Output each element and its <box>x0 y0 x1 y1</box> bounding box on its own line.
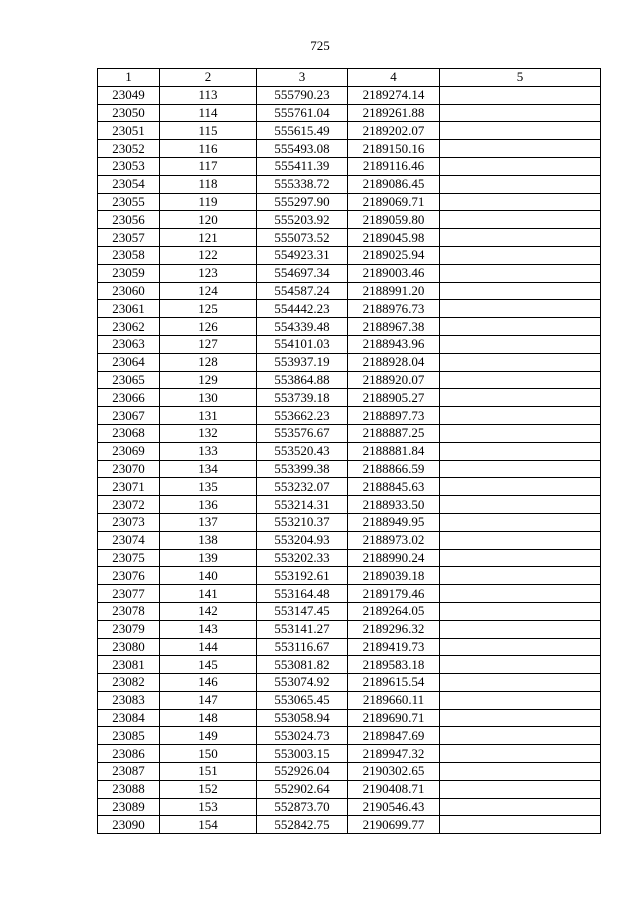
note-cell <box>440 157 601 175</box>
y-coordinate-cell: 2188920.07 <box>348 371 440 389</box>
table-row <box>98 264 601 282</box>
note-cell <box>440 371 601 389</box>
note-cell <box>440 282 601 300</box>
vertex-number-cell: 150 <box>160 745 257 763</box>
x-coordinate-cell: 553232.07 <box>257 478 348 496</box>
table-row <box>98 442 601 460</box>
vertex-number-cell: 130 <box>160 389 257 407</box>
x-coordinate-cell: 554101.03 <box>257 335 348 353</box>
y-coordinate-cell: 2188905.27 <box>348 389 440 407</box>
note-cell <box>440 549 601 567</box>
table-row <box>98 353 601 371</box>
y-coordinate-cell: 2189025.94 <box>348 246 440 264</box>
vertex-number-cell: 142 <box>160 602 257 620</box>
x-coordinate-cell: 554442.23 <box>257 300 348 318</box>
vertex-number-cell: 120 <box>160 211 257 229</box>
vertex-number-cell: 114 <box>160 104 257 122</box>
table-row <box>98 709 601 727</box>
table-row <box>98 389 601 407</box>
point-id-cell: 23056 <box>98 211 160 229</box>
vertex-number-cell: 121 <box>160 229 257 247</box>
vertex-number-cell: 132 <box>160 424 257 442</box>
x-coordinate-cell: 553116.67 <box>257 638 348 656</box>
table-row <box>98 567 601 585</box>
note-cell <box>440 798 601 816</box>
y-coordinate-cell: 2189039.18 <box>348 567 440 585</box>
table-row <box>98 638 601 656</box>
table-row <box>98 140 601 158</box>
point-id-cell: 23054 <box>98 175 160 193</box>
vertex-number-cell: 128 <box>160 353 257 371</box>
vertex-number-cell: 118 <box>160 175 257 193</box>
table-row <box>98 798 601 816</box>
vertex-number-cell: 146 <box>160 674 257 692</box>
note-cell <box>440 620 601 638</box>
y-coordinate-cell: 2189003.46 <box>348 264 440 282</box>
x-coordinate-cell: 553003.15 <box>257 745 348 763</box>
note-cell <box>440 264 601 282</box>
note-cell <box>440 567 601 585</box>
vertex-number-cell: 149 <box>160 727 257 745</box>
table-row <box>98 86 601 104</box>
table-row <box>98 335 601 353</box>
y-coordinate-cell: 2190699.77 <box>348 816 440 834</box>
table-row <box>98 193 601 211</box>
y-coordinate-cell: 2189202.07 <box>348 122 440 140</box>
x-coordinate-cell: 553214.31 <box>257 496 348 514</box>
y-coordinate-cell: 2188881.84 <box>348 442 440 460</box>
table-row <box>98 460 601 478</box>
y-coordinate-cell: 2189045.98 <box>348 229 440 247</box>
note-cell <box>440 691 601 709</box>
y-coordinate-cell: 2190408.71 <box>348 780 440 798</box>
x-coordinate-cell: 555761.04 <box>257 104 348 122</box>
y-coordinate-cell: 2188943.96 <box>348 335 440 353</box>
vertex-number-cell: 113 <box>160 86 257 104</box>
x-coordinate-cell: 553202.33 <box>257 549 348 567</box>
x-coordinate-cell: 553024.73 <box>257 727 348 745</box>
vertex-number-cell: 135 <box>160 478 257 496</box>
table-row <box>98 229 601 247</box>
point-id-cell: 23077 <box>98 585 160 603</box>
table-header <box>98 69 601 87</box>
point-id-cell: 23072 <box>98 496 160 514</box>
coordinates-table <box>97 68 601 834</box>
y-coordinate-cell: 2188845.63 <box>348 478 440 496</box>
note-cell <box>440 513 601 531</box>
y-coordinate-cell: 2188887.25 <box>348 424 440 442</box>
y-coordinate-cell: 2188928.04 <box>348 353 440 371</box>
vertex-number-cell: 116 <box>160 140 257 158</box>
note-cell <box>440 585 601 603</box>
x-coordinate-cell: 553739.18 <box>257 389 348 407</box>
x-coordinate-cell: 555338.72 <box>257 175 348 193</box>
vertex-number-cell: 122 <box>160 246 257 264</box>
note-cell <box>440 478 601 496</box>
x-coordinate-cell: 552902.64 <box>257 780 348 798</box>
y-coordinate-cell: 2189690.71 <box>348 709 440 727</box>
y-coordinate-cell: 2189261.88 <box>348 104 440 122</box>
note-cell <box>440 246 601 264</box>
point-id-cell: 23081 <box>98 656 160 674</box>
point-id-cell: 23086 <box>98 745 160 763</box>
table-row <box>98 318 601 336</box>
table-row <box>98 763 601 781</box>
point-id-cell: 23065 <box>98 371 160 389</box>
note-cell <box>440 104 601 122</box>
x-coordinate-cell: 554339.48 <box>257 318 348 336</box>
table-row <box>98 246 601 264</box>
note-cell <box>440 442 601 460</box>
note-cell <box>440 496 601 514</box>
note-cell <box>440 638 601 656</box>
y-coordinate-cell: 2189274.14 <box>348 86 440 104</box>
table-row <box>98 371 601 389</box>
note-cell <box>440 531 601 549</box>
point-id-cell: 23062 <box>98 318 160 336</box>
vertex-number-cell: 131 <box>160 407 257 425</box>
table-row <box>98 407 601 425</box>
note-cell <box>440 389 601 407</box>
vertex-number-cell: 151 <box>160 763 257 781</box>
table-row <box>98 549 601 567</box>
note-cell <box>440 229 601 247</box>
point-id-cell: 23068 <box>98 424 160 442</box>
table-row <box>98 478 601 496</box>
y-coordinate-cell: 2189419.73 <box>348 638 440 656</box>
point-id-cell: 23089 <box>98 798 160 816</box>
x-coordinate-cell: 553864.88 <box>257 371 348 389</box>
vertex-number-cell: 136 <box>160 496 257 514</box>
vertex-number-cell: 125 <box>160 300 257 318</box>
table-row <box>98 104 601 122</box>
table-row <box>98 585 601 603</box>
vertex-number-cell: 138 <box>160 531 257 549</box>
vertex-number-cell: 124 <box>160 282 257 300</box>
note-cell <box>440 122 601 140</box>
point-id-cell: 23074 <box>98 531 160 549</box>
y-coordinate-cell: 2188866.59 <box>348 460 440 478</box>
page-number: 725 <box>310 38 330 53</box>
point-id-cell: 23082 <box>98 674 160 692</box>
x-coordinate-cell: 553058.94 <box>257 709 348 727</box>
column-header: 4 <box>348 69 440 87</box>
vertex-number-cell: 126 <box>160 318 257 336</box>
vertex-number-cell: 117 <box>160 157 257 175</box>
y-coordinate-cell: 2189947.32 <box>348 745 440 763</box>
table-row <box>98 727 601 745</box>
vertex-number-cell: 144 <box>160 638 257 656</box>
vertex-number-cell: 152 <box>160 780 257 798</box>
x-coordinate-cell: 553204.93 <box>257 531 348 549</box>
point-id-cell: 23050 <box>98 104 160 122</box>
note-cell <box>440 727 601 745</box>
x-coordinate-cell: 554587.24 <box>257 282 348 300</box>
y-coordinate-cell: 2189847.69 <box>348 727 440 745</box>
point-id-cell: 23085 <box>98 727 160 745</box>
vertex-number-cell: 119 <box>160 193 257 211</box>
vertex-number-cell: 127 <box>160 335 257 353</box>
table-row <box>98 282 601 300</box>
x-coordinate-cell: 553164.48 <box>257 585 348 603</box>
table-row <box>98 745 601 763</box>
x-coordinate-cell: 553576.67 <box>257 424 348 442</box>
x-coordinate-cell: 553074.92 <box>257 674 348 692</box>
point-id-cell: 23052 <box>98 140 160 158</box>
column-header: 1 <box>98 69 160 87</box>
note-cell <box>440 86 601 104</box>
note-cell <box>440 140 601 158</box>
x-coordinate-cell: 554923.31 <box>257 246 348 264</box>
header-row <box>98 69 601 87</box>
x-coordinate-cell: 555615.49 <box>257 122 348 140</box>
table-row <box>98 674 601 692</box>
vertex-number-cell: 145 <box>160 656 257 674</box>
point-id-cell: 23055 <box>98 193 160 211</box>
vertex-number-cell: 147 <box>160 691 257 709</box>
y-coordinate-cell: 2188990.24 <box>348 549 440 567</box>
vertex-number-cell: 154 <box>160 816 257 834</box>
point-id-cell: 23088 <box>98 780 160 798</box>
table-row <box>98 157 601 175</box>
note-cell <box>440 602 601 620</box>
note-cell <box>440 193 601 211</box>
table-row <box>98 424 601 442</box>
table-row <box>98 211 601 229</box>
point-id-cell: 23079 <box>98 620 160 638</box>
vertex-number-cell: 141 <box>160 585 257 603</box>
point-id-cell: 23063 <box>98 335 160 353</box>
vertex-number-cell: 134 <box>160 460 257 478</box>
vertex-number-cell: 143 <box>160 620 257 638</box>
note-cell <box>440 763 601 781</box>
point-id-cell: 23051 <box>98 122 160 140</box>
y-coordinate-cell: 2189069.71 <box>348 193 440 211</box>
note-cell <box>440 424 601 442</box>
x-coordinate-cell: 555203.92 <box>257 211 348 229</box>
table-row <box>98 602 601 620</box>
vertex-number-cell: 140 <box>160 567 257 585</box>
point-id-cell: 23049 <box>98 86 160 104</box>
point-id-cell: 23078 <box>98 602 160 620</box>
vertex-number-cell: 153 <box>160 798 257 816</box>
point-id-cell: 23061 <box>98 300 160 318</box>
table-row <box>98 620 601 638</box>
note-cell <box>440 460 601 478</box>
note-cell <box>440 745 601 763</box>
x-coordinate-cell: 555493.08 <box>257 140 348 158</box>
table-row <box>98 513 601 531</box>
x-coordinate-cell: 553081.82 <box>257 656 348 674</box>
note-cell <box>440 709 601 727</box>
x-coordinate-cell: 553141.27 <box>257 620 348 638</box>
x-coordinate-cell: 553210.37 <box>257 513 348 531</box>
x-coordinate-cell: 552873.70 <box>257 798 348 816</box>
point-id-cell: 23053 <box>98 157 160 175</box>
point-id-cell: 23073 <box>98 513 160 531</box>
y-coordinate-cell: 2188897.73 <box>348 407 440 425</box>
y-coordinate-cell: 2189583.18 <box>348 656 440 674</box>
y-coordinate-cell: 2189264.05 <box>348 602 440 620</box>
y-coordinate-cell: 2189660.11 <box>348 691 440 709</box>
table-row <box>98 175 601 193</box>
note-cell <box>440 656 601 674</box>
note-cell <box>440 674 601 692</box>
note-cell <box>440 318 601 336</box>
y-coordinate-cell: 2188967.38 <box>348 318 440 336</box>
y-coordinate-cell: 2190546.43 <box>348 798 440 816</box>
vertex-number-cell: 129 <box>160 371 257 389</box>
y-coordinate-cell: 2189179.46 <box>348 585 440 603</box>
note-cell <box>440 816 601 834</box>
point-id-cell: 23080 <box>98 638 160 656</box>
point-id-cell: 23090 <box>98 816 160 834</box>
x-coordinate-cell: 555790.23 <box>257 86 348 104</box>
vertex-number-cell: 115 <box>160 122 257 140</box>
table-row <box>98 496 601 514</box>
column-header: 3 <box>257 69 348 87</box>
x-coordinate-cell: 555411.39 <box>257 157 348 175</box>
note-cell <box>440 780 601 798</box>
x-coordinate-cell: 553147.45 <box>257 602 348 620</box>
x-coordinate-cell: 552842.75 <box>257 816 348 834</box>
point-id-cell: 23069 <box>98 442 160 460</box>
x-coordinate-cell: 552926.04 <box>257 763 348 781</box>
y-coordinate-cell: 2189116.46 <box>348 157 440 175</box>
point-id-cell: 23057 <box>98 229 160 247</box>
point-id-cell: 23087 <box>98 763 160 781</box>
vertex-number-cell: 139 <box>160 549 257 567</box>
y-coordinate-cell: 2189296.32 <box>348 620 440 638</box>
x-coordinate-cell: 555297.90 <box>257 193 348 211</box>
x-coordinate-cell: 553192.61 <box>257 567 348 585</box>
point-id-cell: 23060 <box>98 282 160 300</box>
table-row <box>98 691 601 709</box>
note-cell <box>440 407 601 425</box>
y-coordinate-cell: 2188976.73 <box>348 300 440 318</box>
x-coordinate-cell: 553520.43 <box>257 442 348 460</box>
point-id-cell: 23064 <box>98 353 160 371</box>
column-header: 5 <box>440 69 601 87</box>
table-body <box>98 86 601 833</box>
vertex-number-cell: 148 <box>160 709 257 727</box>
note-cell <box>440 335 601 353</box>
y-coordinate-cell: 2189086.45 <box>348 175 440 193</box>
y-coordinate-cell: 2188991.20 <box>348 282 440 300</box>
x-coordinate-cell: 553937.19 <box>257 353 348 371</box>
point-id-cell: 23076 <box>98 567 160 585</box>
y-coordinate-cell: 2188933.50 <box>348 496 440 514</box>
table-row <box>98 780 601 798</box>
point-id-cell: 23066 <box>98 389 160 407</box>
point-id-cell: 23083 <box>98 691 160 709</box>
table-row <box>98 300 601 318</box>
point-id-cell: 23059 <box>98 264 160 282</box>
y-coordinate-cell: 2188949.95 <box>348 513 440 531</box>
vertex-number-cell: 137 <box>160 513 257 531</box>
note-cell <box>440 175 601 193</box>
point-id-cell: 23075 <box>98 549 160 567</box>
column-header: 2 <box>160 69 257 87</box>
y-coordinate-cell: 2189615.54 <box>348 674 440 692</box>
point-id-cell: 23071 <box>98 478 160 496</box>
note-cell <box>440 211 601 229</box>
table-row <box>98 656 601 674</box>
y-coordinate-cell: 2190302.65 <box>348 763 440 781</box>
note-cell <box>440 300 601 318</box>
note-cell <box>440 353 601 371</box>
x-coordinate-cell: 555073.52 <box>257 229 348 247</box>
point-id-cell: 23084 <box>98 709 160 727</box>
x-coordinate-cell: 553662.23 <box>257 407 348 425</box>
x-coordinate-cell: 553399.38 <box>257 460 348 478</box>
vertex-number-cell: 133 <box>160 442 257 460</box>
y-coordinate-cell: 2189059.80 <box>348 211 440 229</box>
x-coordinate-cell: 554697.34 <box>257 264 348 282</box>
point-id-cell: 23067 <box>98 407 160 425</box>
table-row <box>98 122 601 140</box>
y-coordinate-cell: 2188973.02 <box>348 531 440 549</box>
table-row <box>98 816 601 834</box>
point-id-cell: 23058 <box>98 246 160 264</box>
x-coordinate-cell: 553065.45 <box>257 691 348 709</box>
y-coordinate-cell: 2189150.16 <box>348 140 440 158</box>
table-row <box>98 531 601 549</box>
point-id-cell: 23070 <box>98 460 160 478</box>
vertex-number-cell: 123 <box>160 264 257 282</box>
